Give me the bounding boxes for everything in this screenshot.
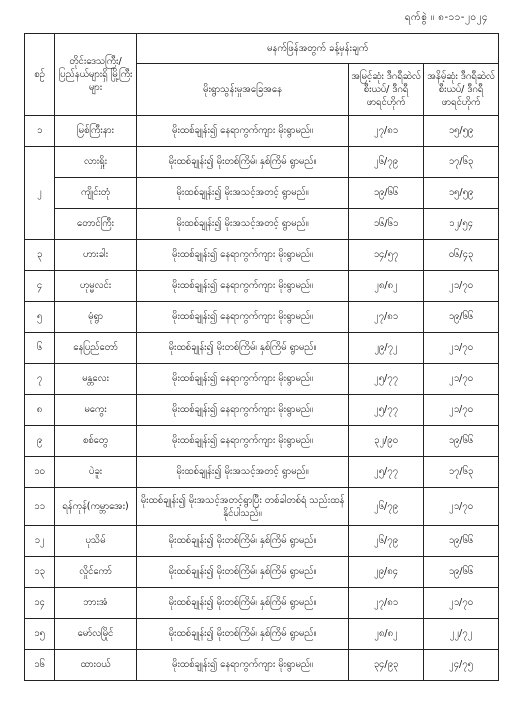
table-row (25, 426, 499, 457)
header-max-temp: အမြင့်ဆုံး ဒီဂရီဆဲလ်စီးယပ်/ ဒီဂရီဖာရင်ဟိုက် (349, 64, 424, 116)
row-rain: မိုးထစ်ချုန်း၍ မိုးအသင့်အတင့်ရွာပြီး တစ်ခါတစ်ရံ သည်းထန်နိုင်ပါသည်။ (137, 488, 349, 526)
row-serial: ၁၅ (25, 619, 55, 650)
row-rain: မိုးထစ်ချုန်း၍ နေရာကွက်ကျား မိုးရွာမည်။ (137, 240, 349, 271)
table-row (25, 302, 499, 333)
table-row (25, 240, 499, 271)
row-city: လှိုင်ကော် (55, 557, 137, 588)
row-max-temp: ၂၇/၈၁ (349, 302, 424, 333)
row-city: တောင်ကြီး (55, 209, 137, 240)
header-serial: စဉ် (25, 34, 55, 116)
row-city: မြစ်ကြီးနား (55, 116, 137, 147)
row-max-temp: ၂၆/၇၉ (349, 488, 424, 526)
row-serial: ၂ (25, 147, 55, 240)
row-min-temp: ၁၉/၆၆ (424, 302, 499, 333)
row-city: ဟုမ္မလင်း (55, 271, 137, 302)
date-line (405, 10, 488, 25)
row-rain: မိုးထစ်ချုန်း၍ နေရာကွက်ကျား မိုးရွာမည်။ (137, 364, 349, 395)
row-city: မန္တလေး (55, 364, 137, 395)
table-row (25, 457, 499, 488)
row-min-temp: ၁၂/၅၄ (424, 209, 499, 240)
row-rain: မိုးထစ်ချုန်း၍ မိုးတစ်ကြိမ်၊ နှစ်ကြိမ် ရွာမည်။ (137, 557, 349, 588)
table-row (25, 619, 499, 650)
header-forecast: မနက်ဖြန်အတွက် ခန့်မှန်းချက် (137, 34, 499, 64)
row-serial: ၅ (25, 302, 55, 333)
table-row (25, 333, 499, 364)
row-city: ပဲခူး (55, 457, 137, 488)
row-max-temp: ၂၅/၇၇ (349, 395, 424, 426)
row-min-temp: ၂၁/၇၀ (424, 588, 499, 619)
table-row (25, 209, 499, 240)
table-row (25, 557, 499, 588)
table-row (25, 588, 499, 619)
row-city: ဘားအံ (55, 588, 137, 619)
row-max-temp: ၂၆/၇၉ (349, 147, 424, 178)
row-city: လားရှိုး (55, 147, 137, 178)
row-min-temp: ၂၁/၇၀ (424, 395, 499, 426)
table-row (25, 395, 499, 426)
row-city: ဟားခါး (55, 240, 137, 271)
table-row (25, 488, 499, 526)
row-rain: မိုးထစ်ချုန်း၍ မိုးတစ်ကြိမ်၊ နှစ်ကြိမ် ရွာမည်။ (137, 147, 349, 178)
table-row (25, 364, 499, 395)
row-serial: ၉ (25, 426, 55, 457)
row-max-temp: ၁၉/၆၆ (349, 178, 424, 209)
row-city: ကျိုင်းတုံ (55, 178, 137, 209)
row-serial: ၁၂ (25, 526, 55, 557)
row-city: မကွေး (55, 395, 137, 426)
row-city: ရန်ကုန်(ကမ္ဘာအေး) (55, 488, 137, 526)
row-serial: ၃ (25, 240, 55, 271)
row-max-temp: ၁၄/၅၇ (349, 240, 424, 271)
row-serial: ၆ (25, 333, 55, 364)
row-max-temp: ၃၂/၉၀ (349, 426, 424, 457)
row-serial: ၄ (25, 271, 55, 302)
row-min-temp: ၁၅/၅၉ (424, 178, 499, 209)
row-min-temp: ၂၁/၇၀ (424, 333, 499, 364)
table-row (25, 271, 499, 302)
row-serial: ၈ (25, 395, 55, 426)
row-max-temp: ၂၈/၈၂ (349, 271, 424, 302)
row-serial: ၁၁ (25, 488, 55, 526)
row-rain: မိုးထစ်ချုန်း၍ နေရာကွက်ကျား မိုးရွာမည်။ (137, 302, 349, 333)
row-min-temp: ၁၉/၆၆ (424, 557, 499, 588)
row-rain: မိုးထစ်ချုန်း၍ နေရာကွက်ကျား မိုးရွာမည်။ (137, 271, 349, 302)
row-rain: မိုးထစ်ချုန်း၍ မိုးတစ်ကြိမ်၊ နှစ်ကြိမ် ရွာမည်။ (137, 588, 349, 619)
row-rain: မိုးထစ်ချုန်း၍ မိုးအသင့်အတင့် ရွာမည်။ (137, 209, 349, 240)
row-max-temp: ၂၇/၈၁ (349, 588, 424, 619)
row-rain: မိုးထစ်ချုန်း၍ မိုးတစ်ကြိမ်၊ နှစ်ကြိမ် ရွာမည်။ (137, 526, 349, 557)
row-min-temp: ၁၇/၆၃ (424, 457, 499, 488)
row-rain: မိုးထစ်ချုန်း၍ နေရာကွက်ကျား မိုးရွာမည်။ (137, 395, 349, 426)
row-max-temp: ၂၉/၇၂ (349, 333, 424, 364)
row-min-temp: ၂၁/၇၀ (424, 488, 499, 526)
row-min-temp: ၁၅/၅၉ (424, 116, 499, 147)
row-city: ပုသိမ် (55, 526, 137, 557)
header-rain: မိုးရွာသွန်းမှုအခြေအနေ (137, 64, 349, 116)
table-row (25, 116, 499, 147)
row-serial: ၁၄ (25, 588, 55, 619)
row-serial: ၁ (25, 116, 55, 147)
row-min-temp: ၀၆/၄၃ (424, 240, 499, 271)
date-value: ၈-၁၁-၂၀၂၄ (438, 12, 488, 23)
date-label: ရက်စွဲ ။ (404, 12, 435, 23)
row-max-temp: ၃၄/၉၃ (349, 650, 424, 681)
row-rain: မိုးထစ်ချုန်း၍ နေရာကွက်ကျား မိုးရွာမည်။ (137, 650, 349, 681)
row-max-temp: ၂၇/၈၁ (349, 116, 424, 147)
row-min-temp: ၁၇/၆၃ (424, 147, 499, 178)
table-row (25, 147, 499, 178)
row-min-temp: ၂၁/၇၀ (424, 271, 499, 302)
row-serial: ၇ (25, 364, 55, 395)
row-max-temp: ၂၈/၈၂ (349, 619, 424, 650)
row-min-temp: ၂၂/၇၂ (424, 619, 499, 650)
row-serial: ၁၃ (25, 557, 55, 588)
header-region: တိုင်းဒေသကြီး/ ပြည်နယ်များရှိ မြို့ကြီးများ (55, 34, 137, 116)
row-serial: ၁၆ (25, 650, 55, 681)
row-min-temp: ၂၄/၇၅ (424, 650, 499, 681)
row-rain: မိုးထစ်ချုန်း၍ မိုးတစ်ကြိမ်၊ နှစ်ကြိမ် ရွာမည်။ (137, 333, 349, 364)
row-city: နေပြည်တော် (55, 333, 137, 364)
row-max-temp: ၂၆/၇၉ (349, 526, 424, 557)
row-city: မော်လမြိုင် (55, 619, 137, 650)
forecast-table (24, 33, 499, 681)
row-rain: မိုးထစ်ချုန်း၍ နေရာကွက်ကျား မိုးရွာမည်။ (137, 116, 349, 147)
row-min-temp: ၂၁/၇၀ (424, 364, 499, 395)
table-row (25, 526, 499, 557)
row-city: စစ်တွေ (55, 426, 137, 457)
row-rain: မိုးထစ်ချုန်း၍ မိုးတစ်ကြိမ်၊ နှစ်ကြိမ် ရွာမည်။ (137, 619, 349, 650)
row-min-temp: ၁၉/၆၆ (424, 526, 499, 557)
table-row (25, 650, 499, 681)
row-max-temp: ၂၅/၇၇ (349, 364, 424, 395)
row-max-temp: ၁၆/၆၁ (349, 209, 424, 240)
row-rain: မိုးထစ်ချုန်း၍ မိုးအသင့်အတင့် ရွာမည်။ (137, 457, 349, 488)
row-rain: မိုးထစ်ချုန်း၍ မိုးအသင့်အတင့် ရွာမည်။ (137, 178, 349, 209)
row-max-temp: ၂၉/၈၄ (349, 557, 424, 588)
table-row (25, 178, 499, 209)
header-min-temp: အနိမ့်ဆုံး ဒီဂရီဆဲလ်စီးယပ်/ ဒီဂရီဖာရင်ဟိုက် (424, 64, 499, 116)
row-city: ထားဝယ် (55, 650, 137, 681)
row-min-temp: ၁၉/၆၆ (424, 426, 499, 457)
row-rain: မိုးထစ်ချုန်း၍ နေရာကွက်ကျား မိုးရွာမည်။ (137, 426, 349, 457)
row-serial: ၁၀ (25, 457, 55, 488)
row-city: မုံရွာ (55, 302, 137, 333)
row-max-temp: ၂၅/၇၇ (349, 457, 424, 488)
